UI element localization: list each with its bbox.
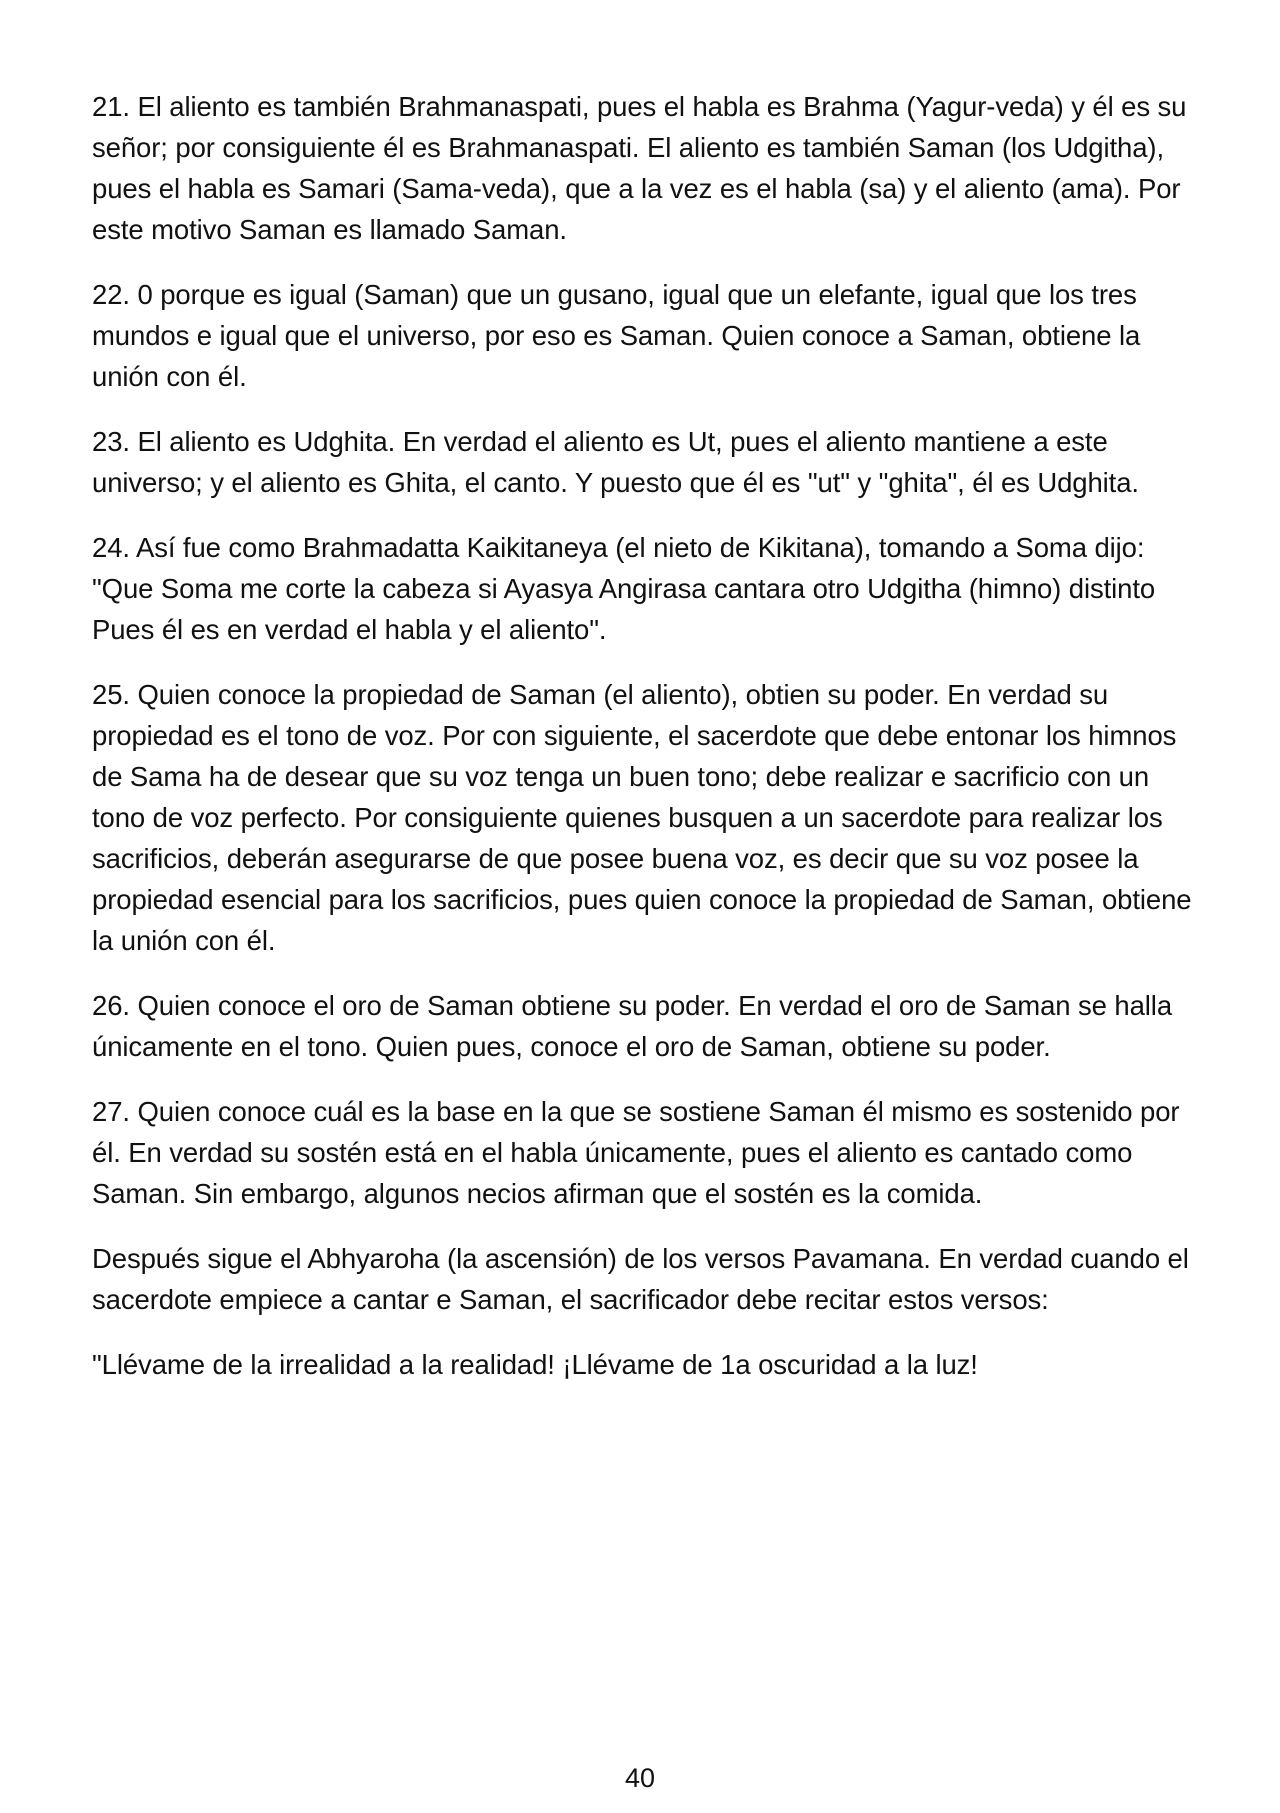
paragraph-25: 25. Quien conoce la propiedad de Saman (el aliento), obtien su poder. En verdad su propiedad es el tono de voz. Por con siguiente, el sacerdote que debe entonar los himnos de Sama ha de desear que su voz tenga un buen tono; debe realizar e sacrificio con un tono de voz perfecto. Por consiguiente quienes busquen a un sacerdote para realizar los sacrificios, deberán asegurarse de que posee buena voz, es decir que su voz posee la propiedad esencial para los sacrificios, pues quien conoce la propiedad de Saman, obtiene la unión con él. [92, 679, 1192, 956]
paragraph-26: 26. Quien conoce el oro de Saman obtiene su poder. En verdad el oro de Saman se halla únicamente en el tono. Quien pues, conoce el oro de Saman, obtiene su poder. [92, 990, 1173, 1062]
page-body [92, 86, 1202, 1409]
paragraph-23: 23. El aliento es Udghita. En verdad el aliento es Ut, pues el aliento mantiene a este universo; y el aliento es Ghita, el canto. Y puesto que él es "ut" y "ghita", él es Udghita. [92, 426, 1139, 498]
page-number: 40 [624, 1763, 656, 1793]
paragraph-27: 27. Quien conoce cuál es la base en la que se sostiene Saman él mismo es sostenido por él. En verdad su sostén está en el habla únicamente, pues el aliento es cantado como Saman. Sin embargo, algunos necios afirman que el sostén es la comida. [92, 1096, 1180, 1209]
paragraph-verse: "Llévame de la irrealidad a la realidad! ¡Llévame de 1a oscuridad a la luz! [92, 1349, 978, 1380]
paragraph-24: 24. Así fue como Brahmadatta Kaikitaneya (el nieto de Kikitana), tomando a Soma dijo: "Que Soma me corte la cabeza si Ayasya Angirasa cantara otro Udgitha (himno) distinto Pues él es en verdad el habla y el aliento". [92, 532, 1156, 645]
paragraph-22: 22. 0 porque es igual (Saman) que un gusano, igual que un elefante, igual que los tres mundos e igual que el universo, por eso es Saman. Quien conoce a Saman, obtiene la unión con él. [92, 279, 1141, 392]
paragraph-21: 21. El aliento es también Brahmanaspati, pues el habla es Brahma (Yagur-veda) y él es su señor; por consiguiente él es Brahmanaspati. El aliento es también Saman (los Udgitha), pues el habla es Samari (Sama-veda), que a la vez es el habla (sa) y el aliento (ama). Por este motivo Saman es llamado Saman. [92, 91, 1187, 245]
paragraph-abhyaroha: Después sigue el Abhyaroha (la ascensión) de los versos Pavamana. En verdad cuando el sacerdote empiece a cantar e Saman, el sacrificador debe recitar estos versos: [92, 1243, 1189, 1315]
